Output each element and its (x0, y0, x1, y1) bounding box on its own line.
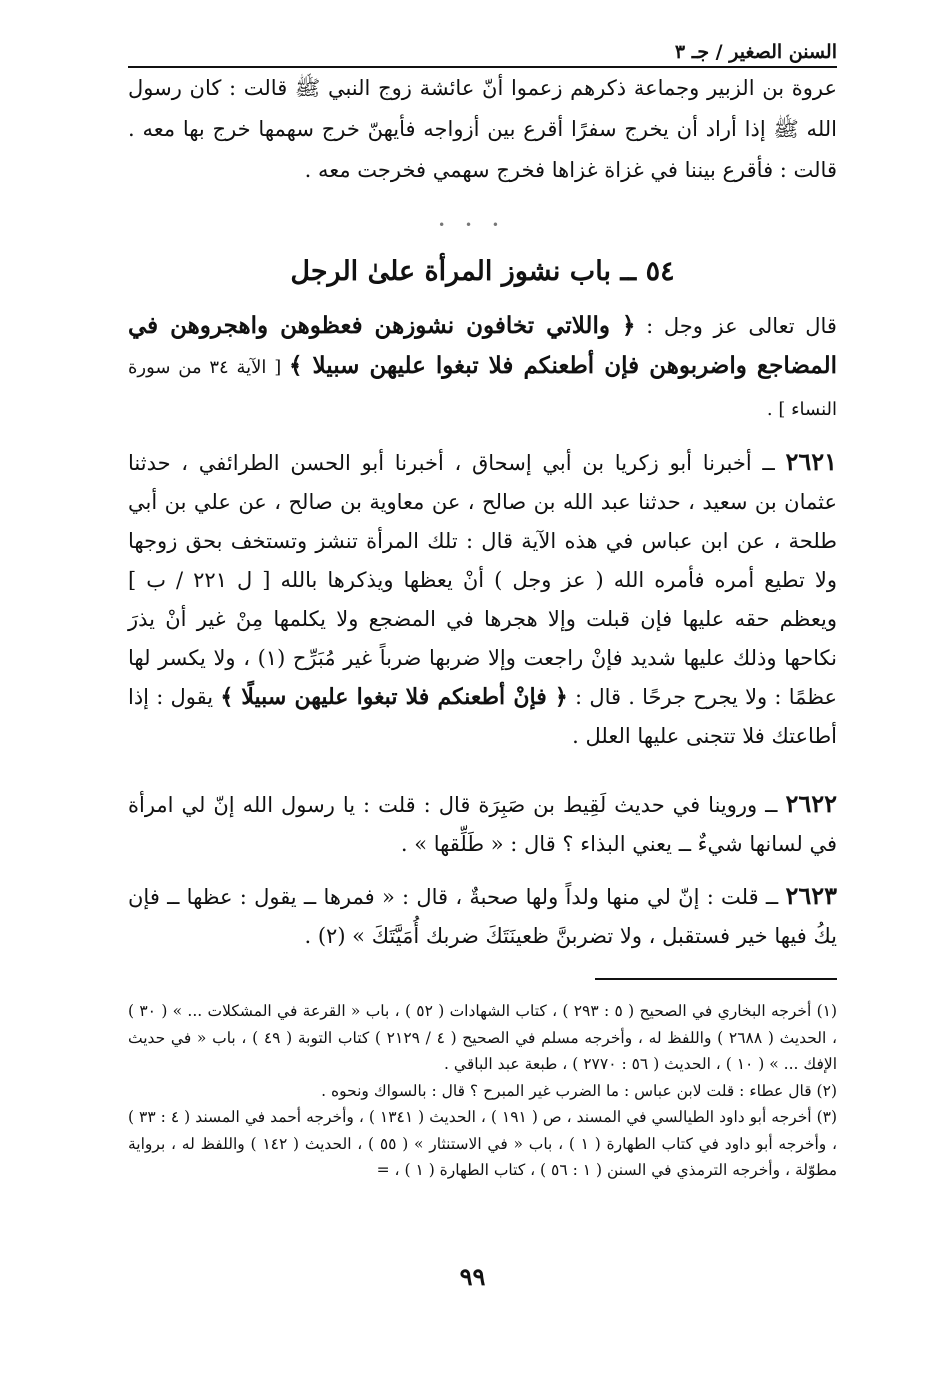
footnote-divider (595, 978, 837, 980)
chapter-title: ٥٤ ــ باب نشوز المرأة علىٰ الرجل (290, 256, 675, 287)
hadith-text: ــ قلت : إنّ لي منها ولداً ولها صحبةٌ ، قال : « فمرها ــ يقول : عظها ــ فإن يكُ فيها خير فستقبل ، ولا تضربنَّ ظعينَتَكَ ضربك أُمَيَّتَكَ » (٢) . (128, 885, 837, 948)
section-separator: • • • (438, 218, 507, 232)
hadith-text-end: يقول : إذا أطاعتك فلا تتجنى عليها العلل . (128, 685, 837, 748)
running-header (128, 34, 837, 68)
quran-verse-paragraph (128, 306, 837, 430)
page-number: ٩٩ (459, 1262, 486, 1291)
hadith-number: ٢٦٢١ (785, 447, 837, 476)
footnotes (128, 998, 837, 1184)
hadith-number: ٢٦٢٢ (785, 789, 837, 818)
verse-reference: [ الآية ٣٤ من سورة النساء ] . (128, 357, 837, 420)
hadith-2621 (128, 442, 837, 756)
hadith-text: ــ وروينا في حديث لَقِيط بن صَبِرَة قال : قلت : يا رسول الله إنّ لي امرأة في لسانها شيءٌ ــ يعني البذاء ؟ قال : « طَلِّقها » . (128, 793, 837, 856)
hadith-2623 (128, 876, 837, 956)
intro-paragraph: عروة بن الزبير وجماعة ذكرهم زعموا أنّ عائشة زوج النبي ﷺ قالت : كان رسول الله ﷺ إذا أراد أن يخرج سفرًا أقرع بين أزواجه فأيهنّ خرج سهمها خرج بها معه . قالت : فأقرع بيننا في غزاة غزاها فخرج سهمي فخرجت معه . (128, 76, 837, 182)
hadith-text: ــ أخبرنا أبو زكريا بن أبي إسحاق ، أخبرنا أبو الحسن الطرائفي ، حدثنا عثمان بن سعيد ، حدثنا عبد الله بن صالح ، عن معاوية بن صالح ، عن علي بن أبي طلحة ، عن ابن عباس في هذه الآية قال : تلك المرأة تنشز وتستخف بحق زوجها ولا تطيع أمره فأمره الله ( عز وجل ) أنْ يعظها ويذكرها بالله [ ل ٢٢١ / ب ] ويعظم حقه عليها فإن قبلت وإلا هجرها في المضجع ولا يكلمها مِنْ غير أنْ يذرَ نكاحها وذلك عليها شديد فإنْ راجعت وإلا ضربها ضرباً غير مُبَرِّح (١) ، ولا يكسر لها عظمًا : ولا يجرح جرحًا . قال : (128, 451, 838, 709)
footnote-2: (٢) قال عطاء : قلت لابن عباس : ما الضرب غير المبرح ؟ قال : بالسواك ونحوه . (321, 1081, 837, 1100)
footnote-1: (١) أخرجه البخاري في الصحيح ( ٥ : ٢٩٣ ) ، كتاب الشهادات ( ٥٢ ) ، باب « القرعة في المشكلات ... » ( ٣٠ ) ، الحديث ( ٢٦٨٨ ) واللفظ له ، وأخرجه مسلم في الصحيح ( ٤ / ٢١٢٩ ) كتاب التوبة ( ٤٩ ) ، باب « في حديث الإفك ... » ( ١٠ ) ، الحديث ( ٥٦ : ٢٧٧٠ ) ، طبعة عبد الباقي . (128, 1002, 838, 1073)
footnote-3: (٣) أخرجه أبو داود الطيالسي في المسند ، ص ( ١٩١ ) ، الحديث ( ١٣٤١ ) ، وأخرجه أحمد في المسند ( ٤ : ٣٣ ) ، وأخرجه أبو داود في كتاب الطهارة ( ١ ) ، باب « في الاستنثار » ( ٥٥ ) ، الحديث ( ١٤٢ ) واللفظ له ، برواية مطوّلة ، وأخرجه الترمذي في السنن ( ١ : ٥٦ ) ، كتاب الطهارة ( ١ ) ، = (128, 1108, 838, 1179)
hadith-quote: ﴿ فإنْ أطعنكم فلا تبغوا عليهن سبيلًا ﴾ (220, 684, 568, 710)
verse-quote: ﴿ واللاتي تخافون نشوزهن فعظوهن واهجروهن في المضاجع واضربوهن فإن أطعنكم فلا تبغوا عليهن سبيلا ﴾ (128, 312, 837, 379)
hadith-2622 (128, 784, 837, 864)
hadith-number: ٢٦٢٣ (785, 881, 837, 910)
verse-intro: قال تعالى عز وجل : (635, 314, 837, 338)
running-title: السنن الصغير / جـ ٣ (674, 41, 837, 63)
